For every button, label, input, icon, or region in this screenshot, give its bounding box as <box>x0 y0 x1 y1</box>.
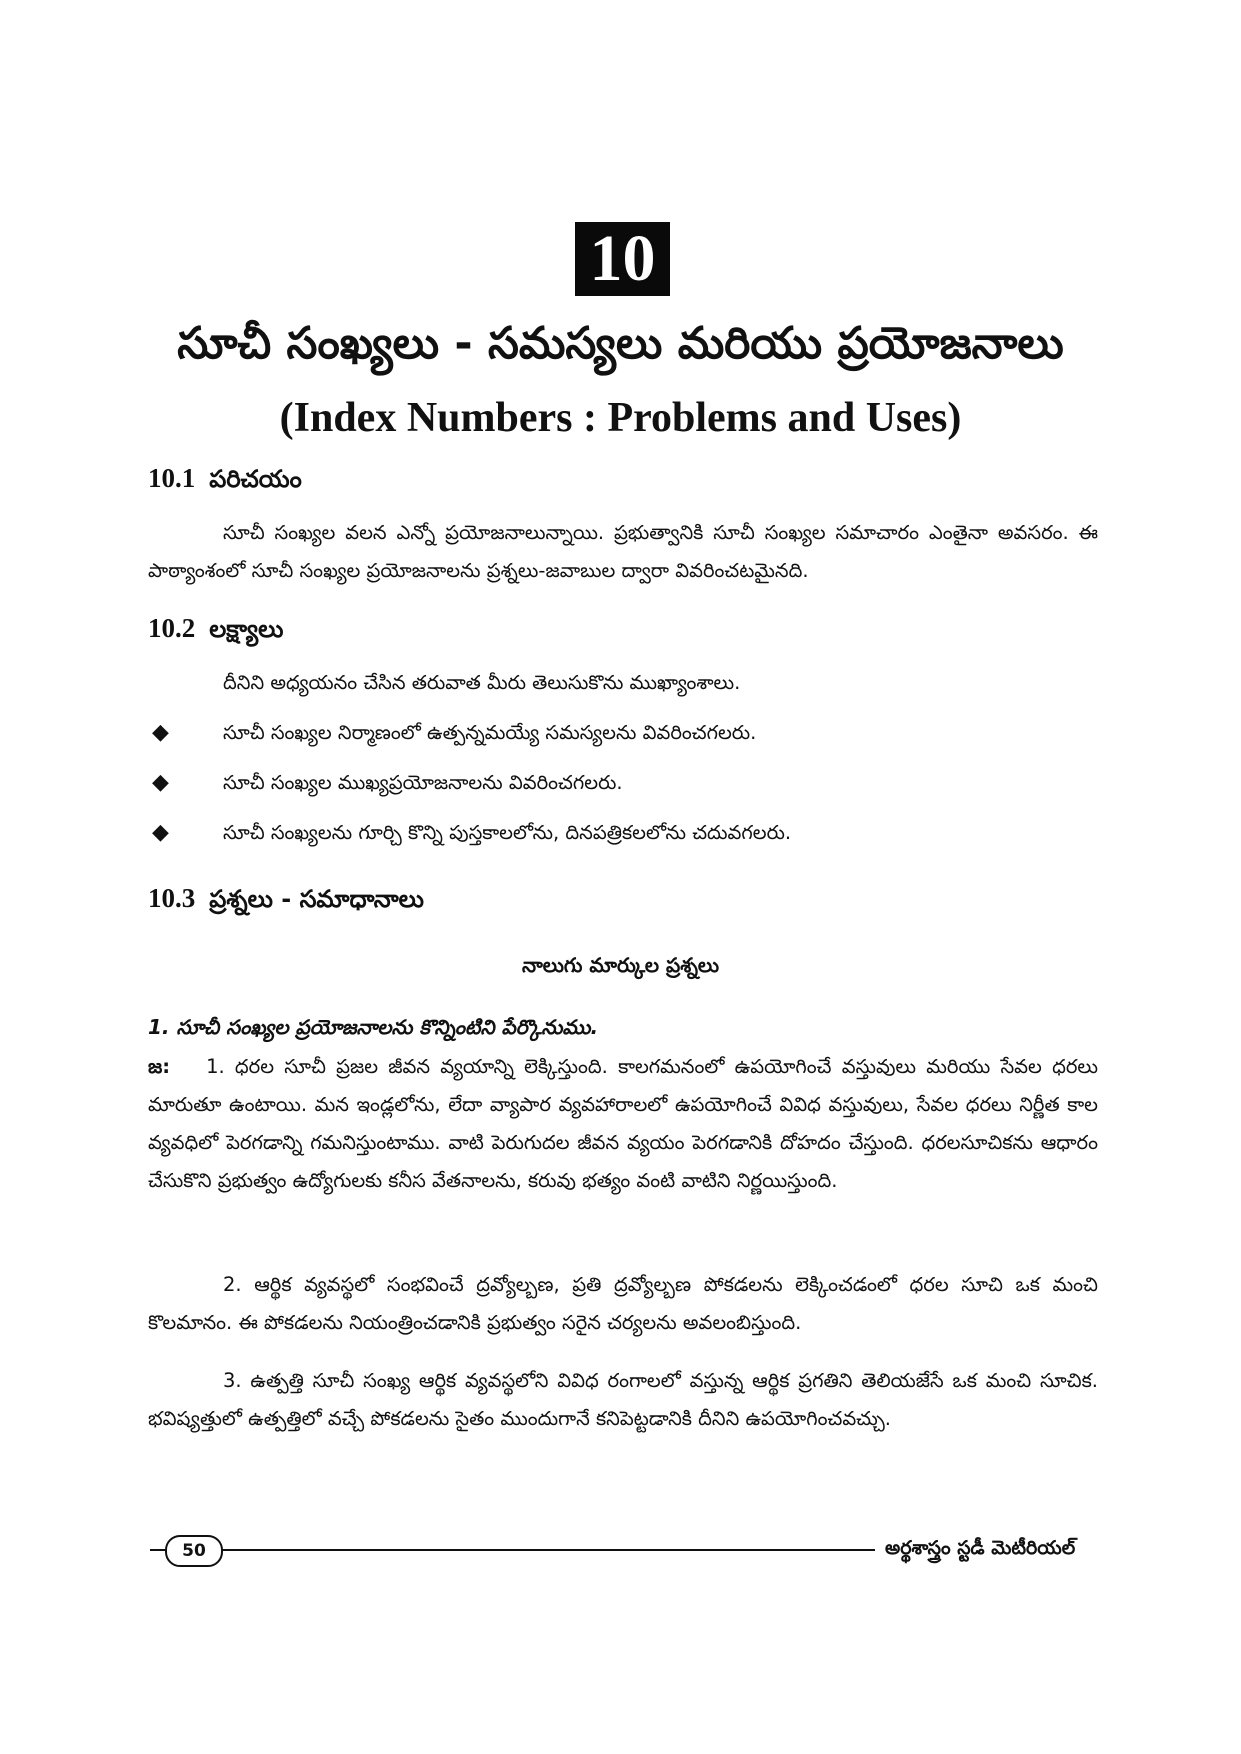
answer-point-1: 1. ధరల సూచీ ప్రజల జీవన వ్యయాన్ని లెక్కిస్తుంది. కాలగమనంలో ఉపయోగించే వస్తువులు మరియు సేవల ధరలు మారుతూ ఉంటాయి. మన ఇండ్లలోను, లేదా వ్యాపార వ్యవహారాలలో ఉపయోగించే వివిధ వస్తువులు, సేవల ధరలు నిర్ణీత కాల వ్యవధిలో పెరగడాన్ని గమనిస్తుంటాము. వాటి పెరుగుదల జీవన వ్యయం పెరగడానికి దోహదం చేస్తుంది. ధరలసూచికను ఆధారం చేసుకొని ప్రభుత్వం ఉద్యోగులకు కనీస వేతనాలను, కరువు భత్యం వంటి వాటిని నిర్ణయిస్తుంది. <box>148 1055 1098 1192</box>
chapter-title-telugu: సూచీ సంఖ్యలు - సమస్యలు మరియు ప్రయోజనాలు <box>177 318 1064 369</box>
answer-paragraph-3: 3. ఉత్పత్తి సూచీ సంఖ్య ఆర్థిక వ్యవస్థలోని వివిధ రంగాలలో వస్తున్న ఆర్థిక ప్రగతిని తెలియజేసే ఒక మంచి సూచిక. భవిష్యత్తులో ఉత్పత్తిలో వచ్చే పోకడలను సైతం ముందుగానే కనిపెట్టడానికి దీనిని ఉపయోగించవచ్చు. <box>148 1369 1098 1430</box>
section-title: లక్ష్యాలు <box>209 615 284 643</box>
diamond-bullet-icon: ◆ <box>152 820 169 845</box>
intro-paragraph: సూచీ సంఖ్యల వలన ఎన్నో ప్రయోజనాలున్నాయి. ప్రభుత్వానికి సూచీ సంఖ్యల సమాచారం ఎంతైనా అవసరం. ఈ పాఠ్యాంశంలో సూచీ సంఖ్యల ప్రయోజనాలను ప్రశ్నలు-జవాబుల ద్వారా వివరించటమైనది. <box>148 521 1098 582</box>
section-number: 10.1 <box>148 463 196 493</box>
section-number: 10.3 <box>148 883 196 913</box>
objectives-intro: దీనిని అధ్యయనం చేసిన తరువాత మీరు తెలుసుకొను ముఖ్యాంశాలు. <box>223 671 741 694</box>
section-number: 10.2 <box>148 613 196 643</box>
answer-paragraph-1 <box>148 1048 1098 1200</box>
objective-item: సూచీ సంఖ్యలను గూర్చి కొన్ని పుస్తకాలలోను, దినపత్రికలలోను చదువగలరు. <box>223 821 792 844</box>
section-heading-introduction <box>148 460 302 497</box>
objective-item: సూచీ సంఖ్యల నిర్మాణంలో ఉత్పన్నమయ్యే సమస్యలను వివరించగలరు. <box>223 721 757 744</box>
four-marks-questions-heading: నాలుగు మార్కుల ప్రశ్నలు <box>521 953 720 977</box>
section-heading-questions-answers <box>148 880 424 917</box>
section-heading-objectives <box>148 610 283 647</box>
chapter-number-badge: 10 <box>575 222 670 296</box>
diamond-bullet-icon: ◆ <box>152 720 169 745</box>
page-number: 50 <box>165 1535 223 1567</box>
question-1: 1. సూచీ సంఖ్యల ప్రయోజనాలను కొన్నింటిని పేర్కొనుము. <box>148 1015 599 1039</box>
answer-label: జ: <box>148 1055 171 1078</box>
answer-paragraph-2: 2. ఆర్థిక వ్యవస్థలో సంభవించే ద్రవ్యోల్బణ, ప్రతి ద్రవ్యోల్బణ పోకడలను లెక్కించడంలో ధరల సూచి ఒక మంచి కొలమానం. ఈ పోకడలను నియంత్రించడానికి ప్రభుత్వం సరైన చర్యలను అవలంబిస్తుంది. <box>148 1273 1098 1334</box>
objective-item: సూచీ సంఖ్యల ముఖ్యప్రయోజనాలను వివరించగలరు. <box>223 771 623 794</box>
diamond-bullet-icon: ◆ <box>152 770 169 795</box>
section-title: ప్రశ్నలు - సమాధానాలు <box>209 885 424 913</box>
footer-book-title: అర్థశాస్త్రం స్టడీ మెటీరియల్ <box>885 1537 1076 1559</box>
footer-rule <box>150 1549 875 1551</box>
chapter-title-english: (Index Numbers : Problems and Uses) <box>279 395 962 441</box>
section-title: పరిచయం <box>209 465 302 493</box>
